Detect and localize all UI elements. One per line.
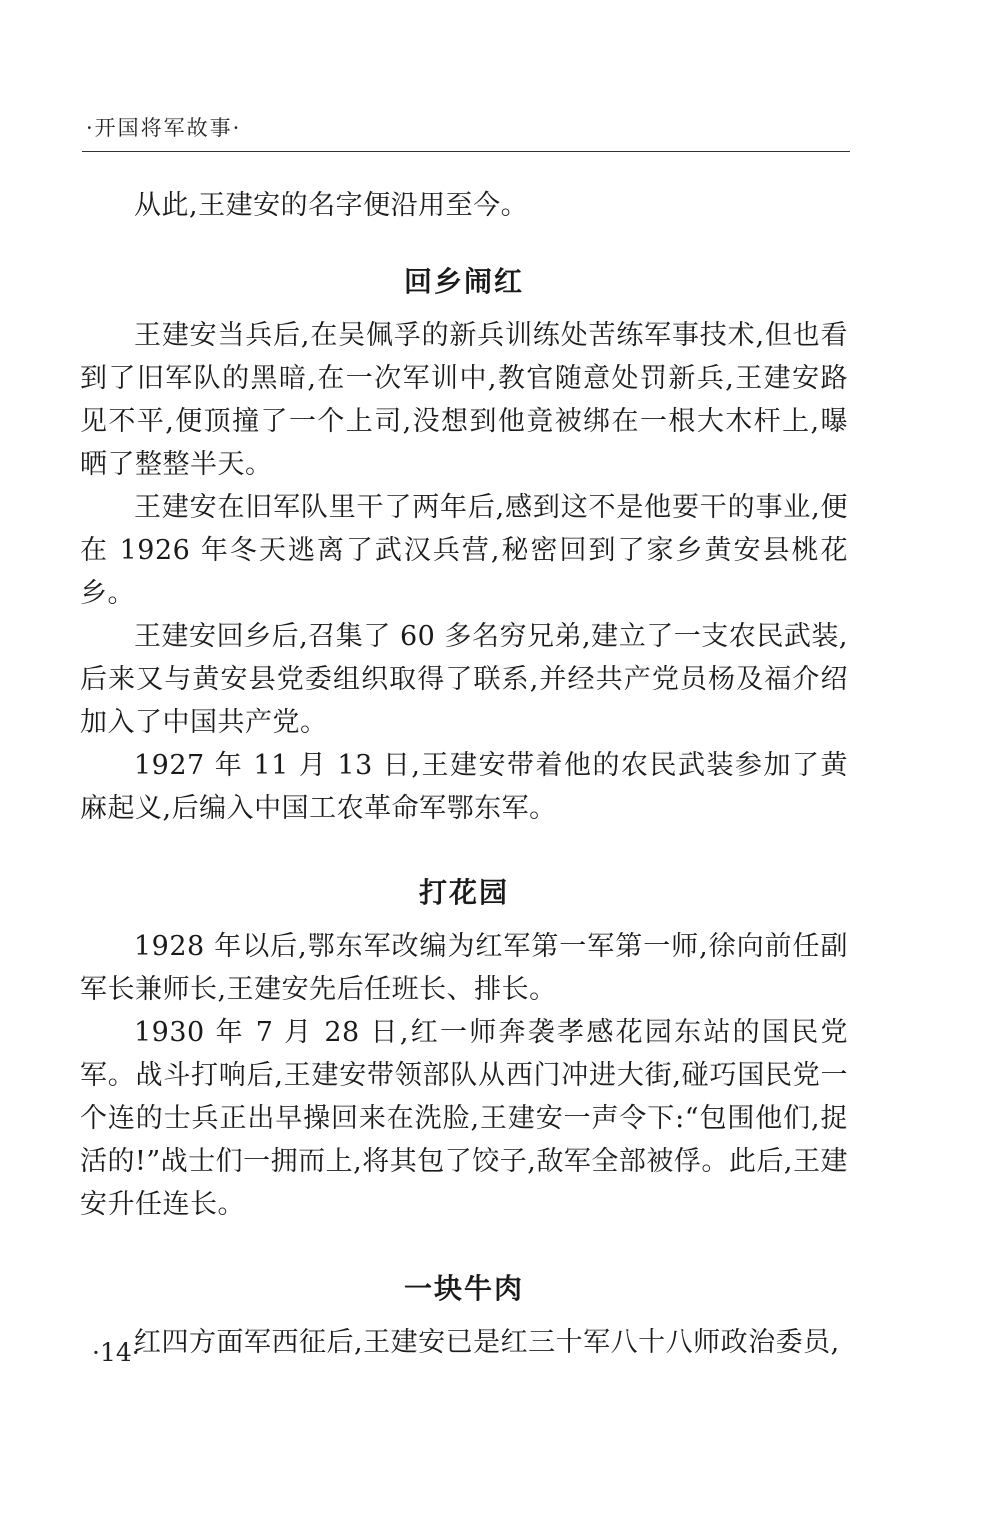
paragraph: 1927 年 11 月 13 日,王建安带着他的农民武装参加了黄麻起义,后编入中国工农革命军鄂东军。 [80,750,848,824]
paragraph: 1930 年 7 月 28 日,红一师奔袭孝感花园东站的国民党军。战斗打响后,王建安带领部队从西门冲进大街,碰巧国民党一个连的士兵正出早操回来在洗脸,王建安一声令下:“包围他们,捉活的!”战士们一拥而上,将其包了饺子,敌军全部被俘。此后,王建安升任连长。 [80,1017,848,1220]
paragraph: 王建安回乡后,召集了 60 多名穷兄弟,建立了一支农民武装,后来又与黄安县党委组织取得了联系,并经共产党员杨及福介绍加入了中国共产党。 [80,621,848,738]
section-title-return-home: 回乡闹红 [403,265,524,298]
paragraph: 王建安在旧军队里干了两年后,感到这不是他要干的事业,便在 1926 年冬天逃离了武汉兵营,秘密回到了家乡黄安县桃花乡。 [80,492,848,609]
section-title-attack-huayuan: 打花园 [418,876,509,909]
header-rule [82,151,850,152]
page-body [80,180,848,1364]
paragraph: 王建安当兵后,在吴佩孚的新兵训练处苦练军事技术,但也看到了旧军队的黑暗,在一次军训中,教官随意处罚新兵,王建安路见不平,便顶撞了一个上司,没想到他竟被绑在一根大木杆上,曝晒了整整半天。 [80,320,848,480]
section-title-piece-of-beef: 一块牛肉 [403,1272,524,1305]
intro-paragraph: 从此,王建安的名字便沿用至今。 [134,190,529,221]
paragraph: 红四方面军西征后,王建安已是红三十军八十八师政治委员, [134,1327,840,1358]
page-number: ·14· [92,1338,140,1367]
running-header: ·开国将军故事· [86,116,242,140]
paragraph: 1928 年以后,鄂东军改编为红军第一军第一师,徐向前任副军长兼师长,王建安先后任班长、排长。 [80,931,848,1005]
